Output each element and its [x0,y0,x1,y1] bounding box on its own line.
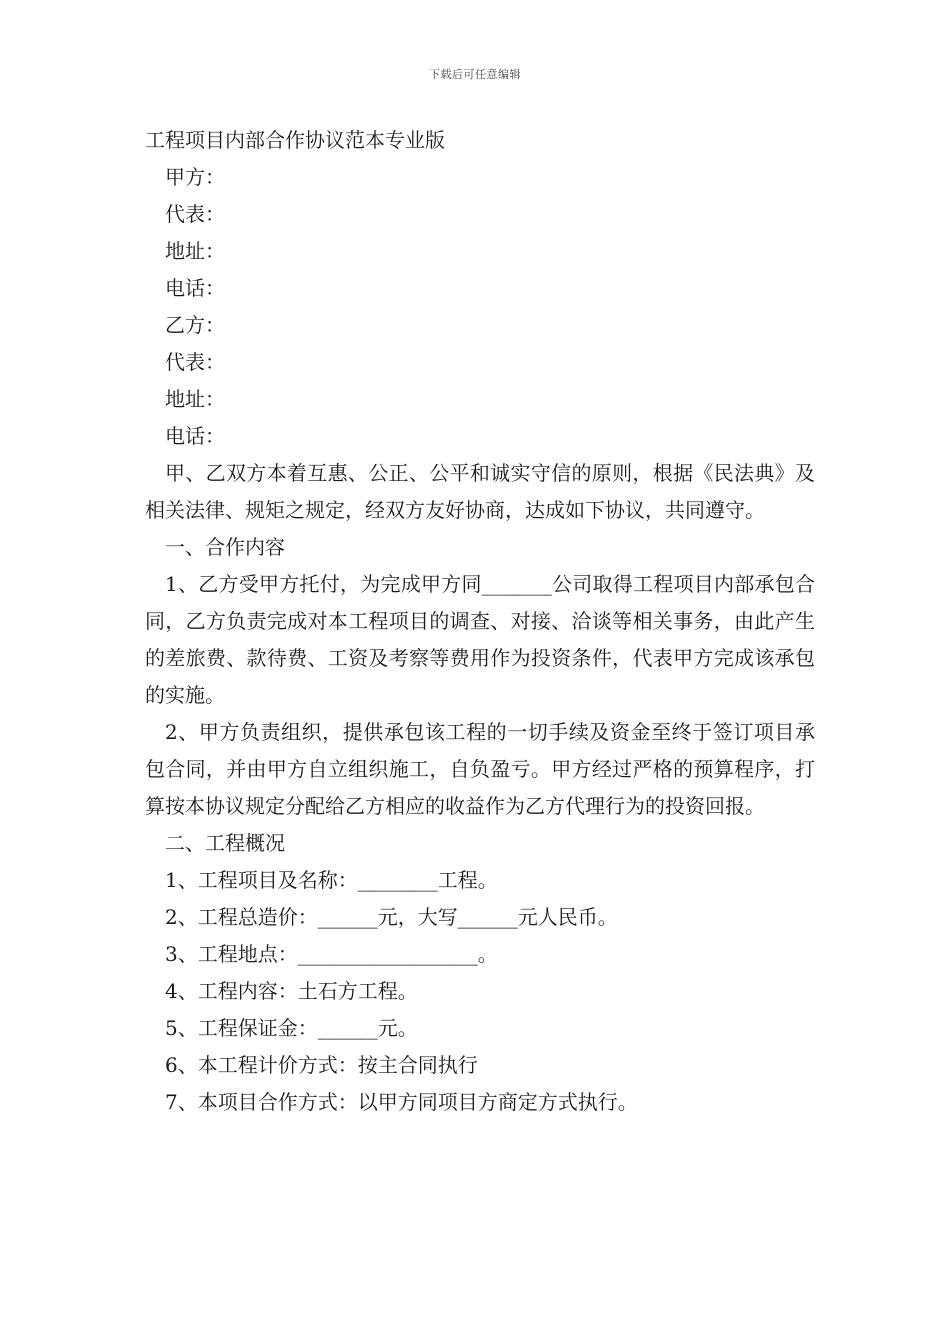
party-b-rep-field: 代表： [165,350,225,374]
header-note: 下载后可任意编辑 [429,68,521,81]
cooperation-clause-1: 1、乙方受甲方托付，为完成甲方同_______公司取得工程项目内部承包合同，乙方负责完成对本工程项目的调查、对接、洽谈等相关事务，由此产生的差旅费、款待费、工资及考察等费用作为投资条件，代表甲方完成该承包的实施。 [145,572,815,707]
overview-item: 3、工程地点：__________________。 [165,942,498,966]
overview-item: 1、工程项目及名称：________工程。 [165,868,498,892]
overview-item: 4、工程内容：土石方工程。 [165,979,418,1003]
section-heading-cooperation: 一、合作内容 [165,535,285,559]
document-body [145,122,815,1121]
party-b-name-field: 乙方： [165,313,225,337]
section-heading-overview: 二、工程概况 [165,831,285,855]
party-a-phone-field: 电话： [165,276,225,300]
document-title: 工程项目内部合作协议范本专业版 [145,128,445,152]
party-a-address-field: 地址： [165,239,225,263]
overview-item: 5、工程保证金：______元。 [165,1016,418,1040]
party-b-phone-field: 电话： [165,424,225,448]
cooperation-clause-2: 2、甲方负责组织，提供承包该工程的一切手续及资金至终于签订项目承包合同，并由甲方自立组织施工，自负盈亏。甲方经过严格的预算程序，打算按本协议规定分配给乙方相应的收益作为乙方代理行为的投资回报。 [145,720,815,818]
overview-item: 7、本项目合作方式：以甲方同项目方商定方式执行。 [165,1090,638,1114]
party-b-address-field: 地址： [165,387,225,411]
overview-item: 2、工程总造价：______元，大写______元人民币。 [165,905,618,929]
overview-item: 6、本工程计价方式：按主合同执行 [165,1053,478,1077]
intro-paragraph: 甲、乙双方本着互惠、公正、公平和诚实守信的原则，根据《民法典》及相关法律、规矩之规定，经双方友好协商，达成如下协议，共同遵守。 [145,461,815,522]
party-a-rep-field: 代表： [165,202,225,226]
party-a-name-field: 甲方： [165,165,225,189]
